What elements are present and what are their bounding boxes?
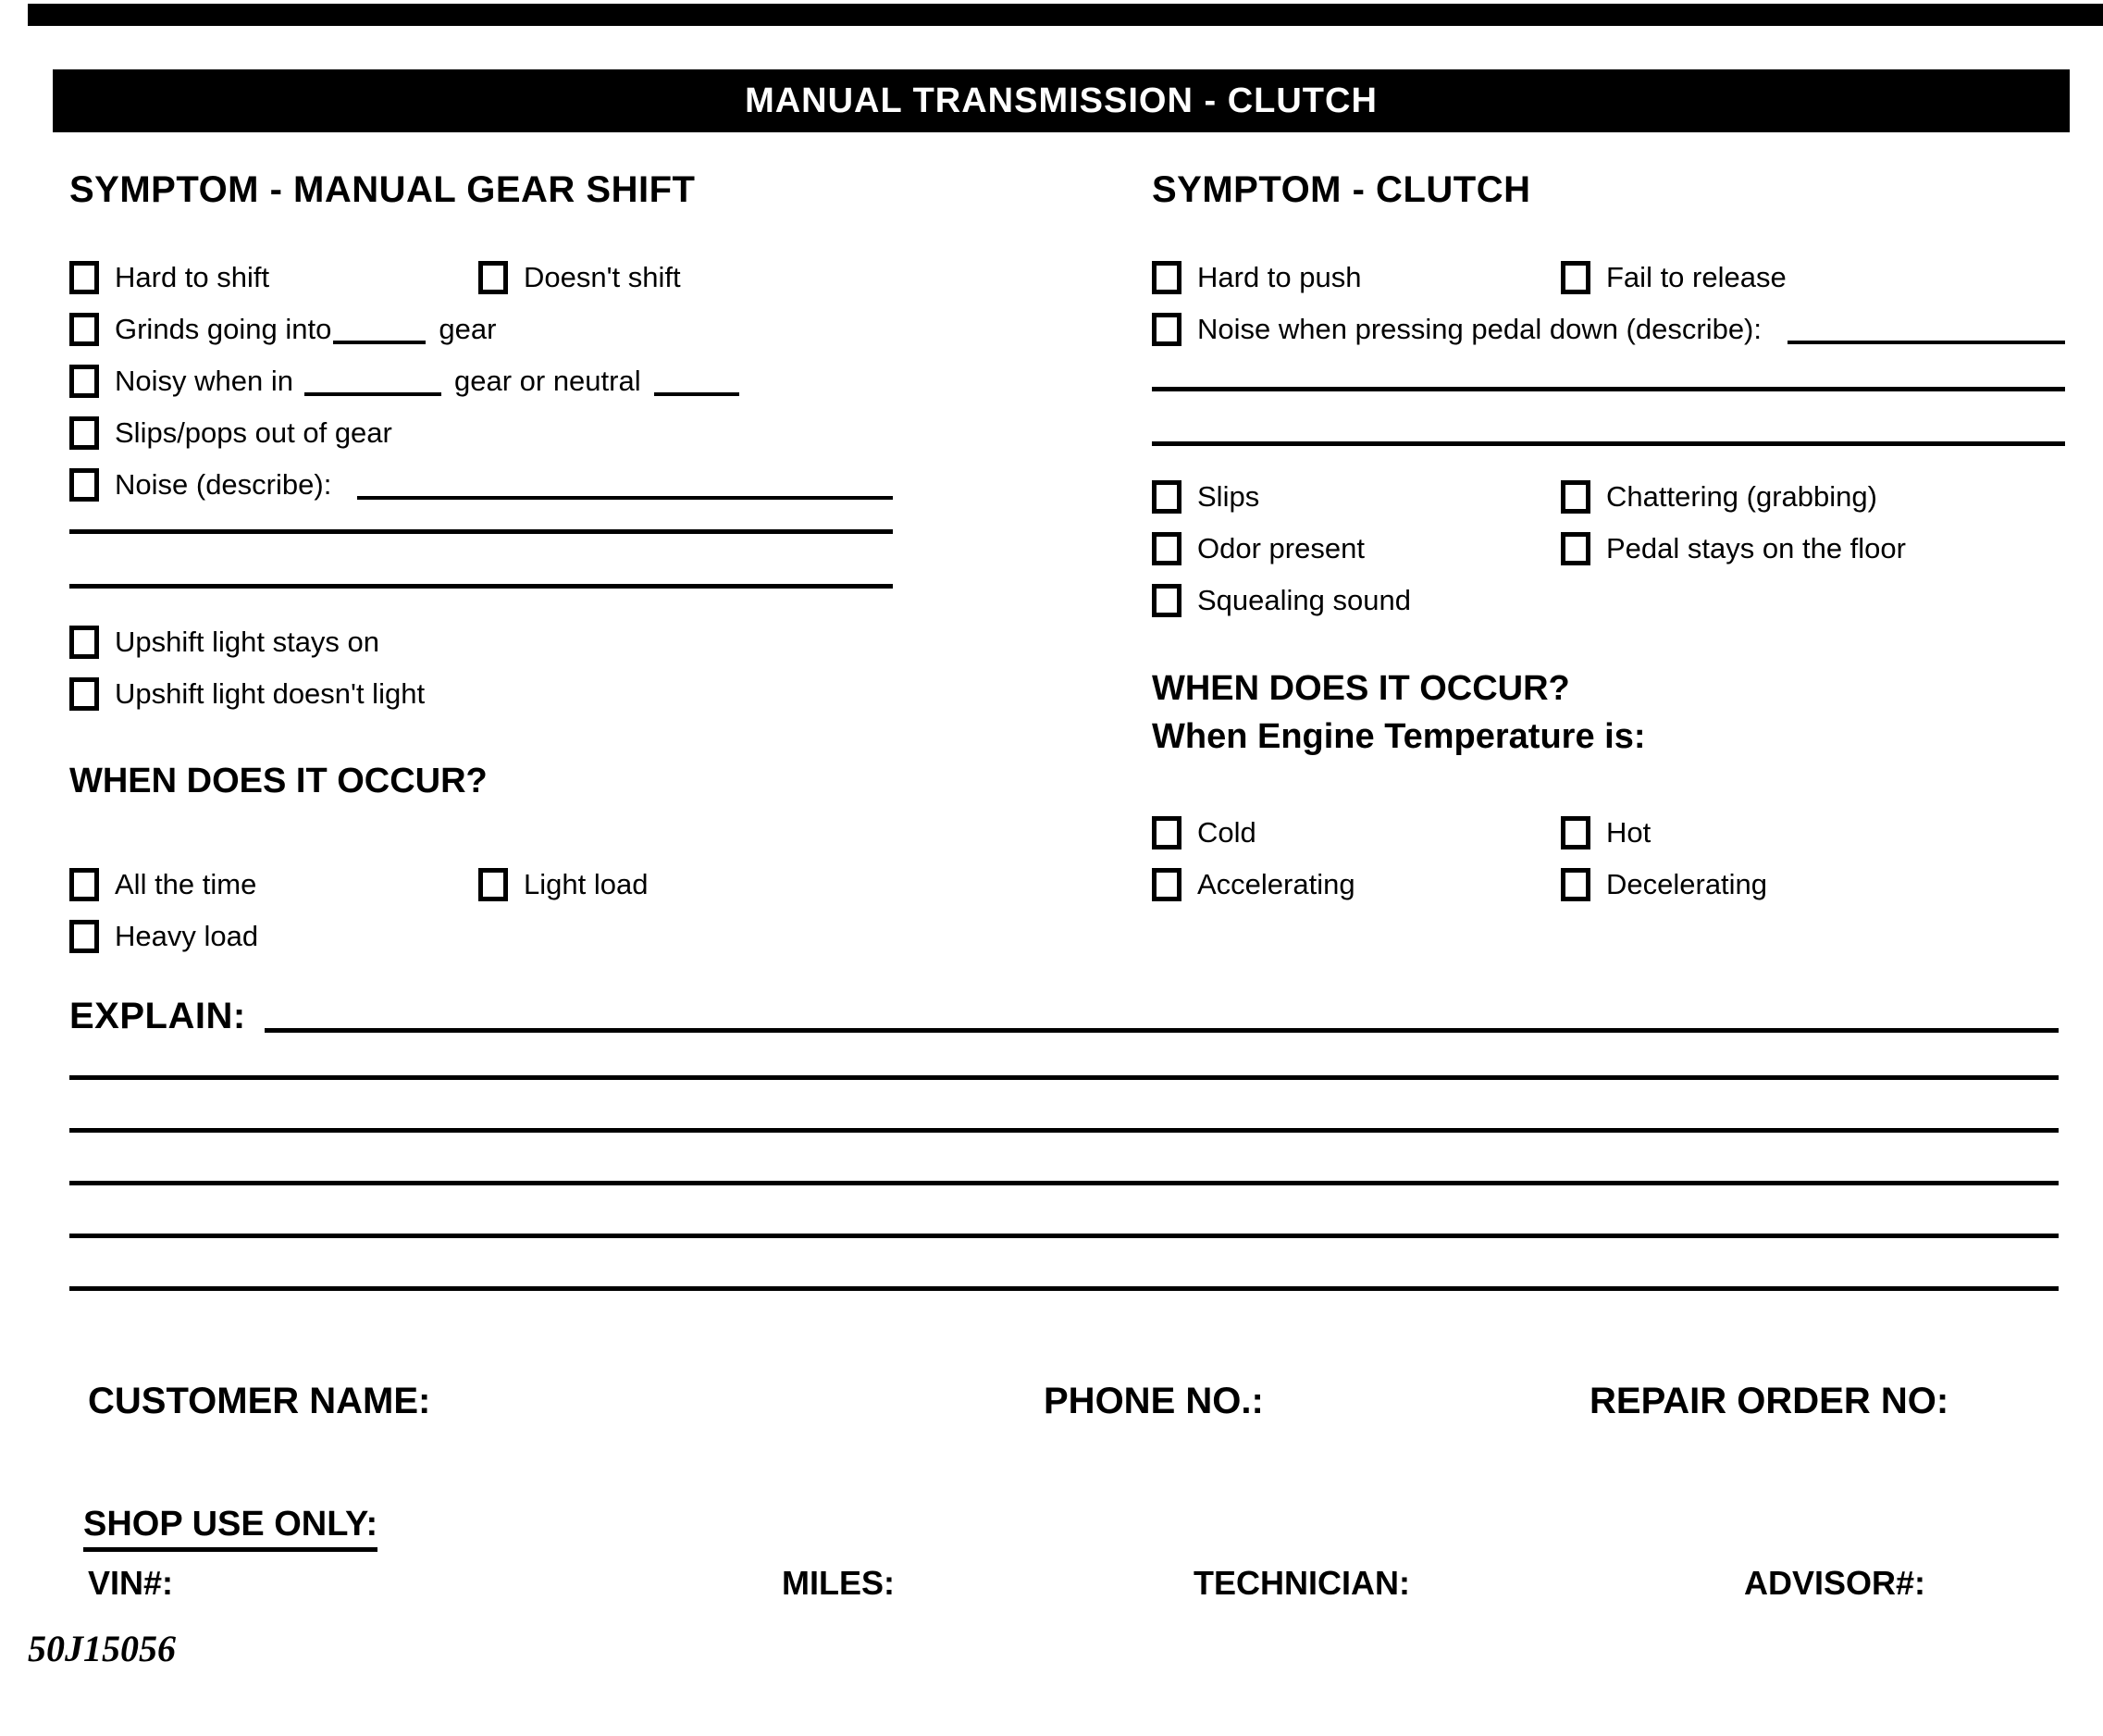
checkbox-pedal-stays[interactable] [1561,532,1590,565]
clutch-heading: SYMPTOM - CLUTCH [1152,169,1531,210]
label-grinds-going-into: Grinds going into [115,313,332,345]
label-hot: Hot [1606,816,1651,849]
option-hot [1561,816,1651,849]
option-doesnt-shift [478,261,681,294]
scan-edge-strip [28,4,2103,26]
option-row [1152,478,2068,515]
label-pedal-stays: Pedal stays on the floor [1606,532,1906,564]
phone-no-label: PHONE NO.: [1044,1381,1264,1421]
checkbox-heavy-load[interactable] [69,920,99,953]
section-manual-gear-shift [69,171,1087,955]
noise-describe-blank[interactable] [357,474,893,500]
label-light-load: Light load [524,868,649,900]
checkbox-doesnt-shift[interactable] [478,261,508,294]
option-hard-to-push [1152,261,1561,294]
label-fail-to-release: Fail to release [1606,261,1787,293]
gear-shift-occur-heading: WHEN DOES IT OCCUR? [69,762,488,800]
checkbox-odor-present[interactable] [1152,532,1181,565]
checkbox-accelerating[interactable] [1152,868,1181,901]
advisor-label: ADVISOR#: [1744,1564,1926,1602]
clutch-occur-heading: WHEN DOES IT OCCUR? [1152,669,1570,708]
option-row [69,866,1087,903]
option-grinds-going-into [69,311,1087,348]
explain-writing-line[interactable] [69,1234,2059,1238]
option-decelerating [1561,868,1767,901]
noisy-gear-blank[interactable] [304,370,441,396]
option-light-load [478,868,648,901]
option-slips-pops [69,415,1087,452]
shop-use-only-label: SHOP USE ONLY: [83,1505,377,1552]
checkbox-squealing[interactable] [1152,584,1181,617]
checkbox-decelerating[interactable] [1561,868,1590,901]
option-noise-describe [69,466,893,503]
neutral-blank[interactable] [654,370,739,396]
label-slips-pops: Slips/pops out of gear [115,416,392,449]
checkbox-grinds-going-into[interactable] [69,313,99,346]
label-hard-to-shift: Hard to shift [115,261,270,293]
option-slips [1152,480,1561,514]
explain-row [69,998,2059,1035]
engine-temperature-subheading: When Engine Temperature is: [1152,717,1646,756]
writing-line[interactable] [1152,441,2065,446]
option-row [1152,259,2068,296]
gear-shift-heading: SYMPTOM - MANUAL GEAR SHIFT [69,169,696,210]
label-upshift-stays-on: Upshift light stays on [115,626,380,658]
option-fail-to-release [1561,261,1787,294]
checkbox-chattering[interactable] [1561,480,1590,514]
option-chattering [1561,480,1877,514]
repair-order-no-label: REPAIR ORDER NO: [1590,1381,1949,1421]
explain-writing-line[interactable] [69,1181,2059,1185]
explain-writing-line[interactable] [69,1128,2059,1133]
form-title: MANUAL TRANSMISSION - CLUTCH [745,81,1378,120]
checkbox-noise-describe[interactable] [69,468,99,502]
label-upshift-doesnt-light: Upshift light doesn't light [115,677,426,710]
label-noise-pedal: Noise when pressing pedal down (describe): [1197,313,1762,345]
option-row [1152,814,2068,851]
explain-line[interactable] [265,1028,2059,1033]
checkbox-hard-to-push[interactable] [1152,261,1181,294]
checkbox-slips[interactable] [1152,480,1181,514]
option-all-the-time [69,868,478,901]
miles-label: MILES: [782,1564,895,1602]
option-upshift-doesnt-light [69,676,1087,713]
label-noise-describe: Noise (describe): [115,468,332,501]
option-pedal-stays [1561,532,1906,565]
vin-label: VIN#: [88,1564,174,1602]
option-odor-present [1152,532,1561,565]
checkbox-noisy-when-in[interactable] [69,365,99,398]
customer-name-label: CUSTOMER NAME: [88,1381,431,1421]
form-code: 50J15056 [28,1628,176,1669]
writing-line[interactable] [1152,387,2065,391]
option-noisy-when-in [69,363,1087,400]
option-row [1152,530,2068,567]
label-odor-present: Odor present [1197,532,1365,564]
explain-label: EXPLAIN: [69,996,246,1036]
gear-number-blank[interactable] [333,318,426,344]
checkbox-fail-to-release[interactable] [1561,261,1590,294]
option-heavy-load [69,918,1087,955]
checkbox-all-the-time[interactable] [69,868,99,901]
label-accelerating: Accelerating [1197,868,1355,900]
checkbox-hot[interactable] [1561,816,1590,849]
explain-writing-line[interactable] [69,1286,2059,1291]
label-gear: gear [439,313,497,345]
checkbox-hard-to-shift[interactable] [69,261,99,294]
checkbox-upshift-doesnt-light[interactable] [69,677,99,711]
label-decelerating: Decelerating [1606,868,1768,900]
label-hard-to-push: Hard to push [1197,261,1362,293]
option-upshift-stays-on [69,624,1087,661]
section-clutch [1152,171,2068,903]
checkbox-noise-pedal[interactable] [1152,313,1181,346]
option-hard-to-shift [69,261,478,294]
writing-line[interactable] [69,584,893,589]
label-heavy-load: Heavy load [115,920,259,952]
label-cold: Cold [1197,816,1256,849]
checkbox-upshift-stays-on[interactable] [69,626,99,659]
option-accelerating [1152,868,1561,901]
label-slips: Slips [1197,480,1260,513]
label-squealing: Squealing sound [1197,584,1411,616]
checkbox-slips-pops[interactable] [69,416,99,450]
option-row [69,259,1087,296]
option-cold [1152,816,1561,849]
title-bar [53,69,2070,132]
noise-pedal-blank[interactable] [1788,318,2065,344]
label-doesnt-shift: Doesn't shift [524,261,681,293]
checkbox-cold[interactable] [1152,816,1181,849]
label-all-the-time: All the time [115,868,257,900]
label-chattering: Chattering (grabbing) [1606,480,1877,513]
technician-label: TECHNICIAN: [1194,1564,1410,1602]
writing-line[interactable] [69,529,893,534]
label-noisy-when-in: Noisy when in [115,365,293,397]
explain-writing-line[interactable] [69,1075,2059,1080]
checkbox-light-load[interactable] [478,868,508,901]
option-row [1152,866,2068,903]
option-noise-pedal [1152,311,2065,348]
label-gear-or-neutral: gear or neutral [453,365,641,397]
explain-section [69,998,2059,1291]
option-squealing [1152,582,2068,619]
